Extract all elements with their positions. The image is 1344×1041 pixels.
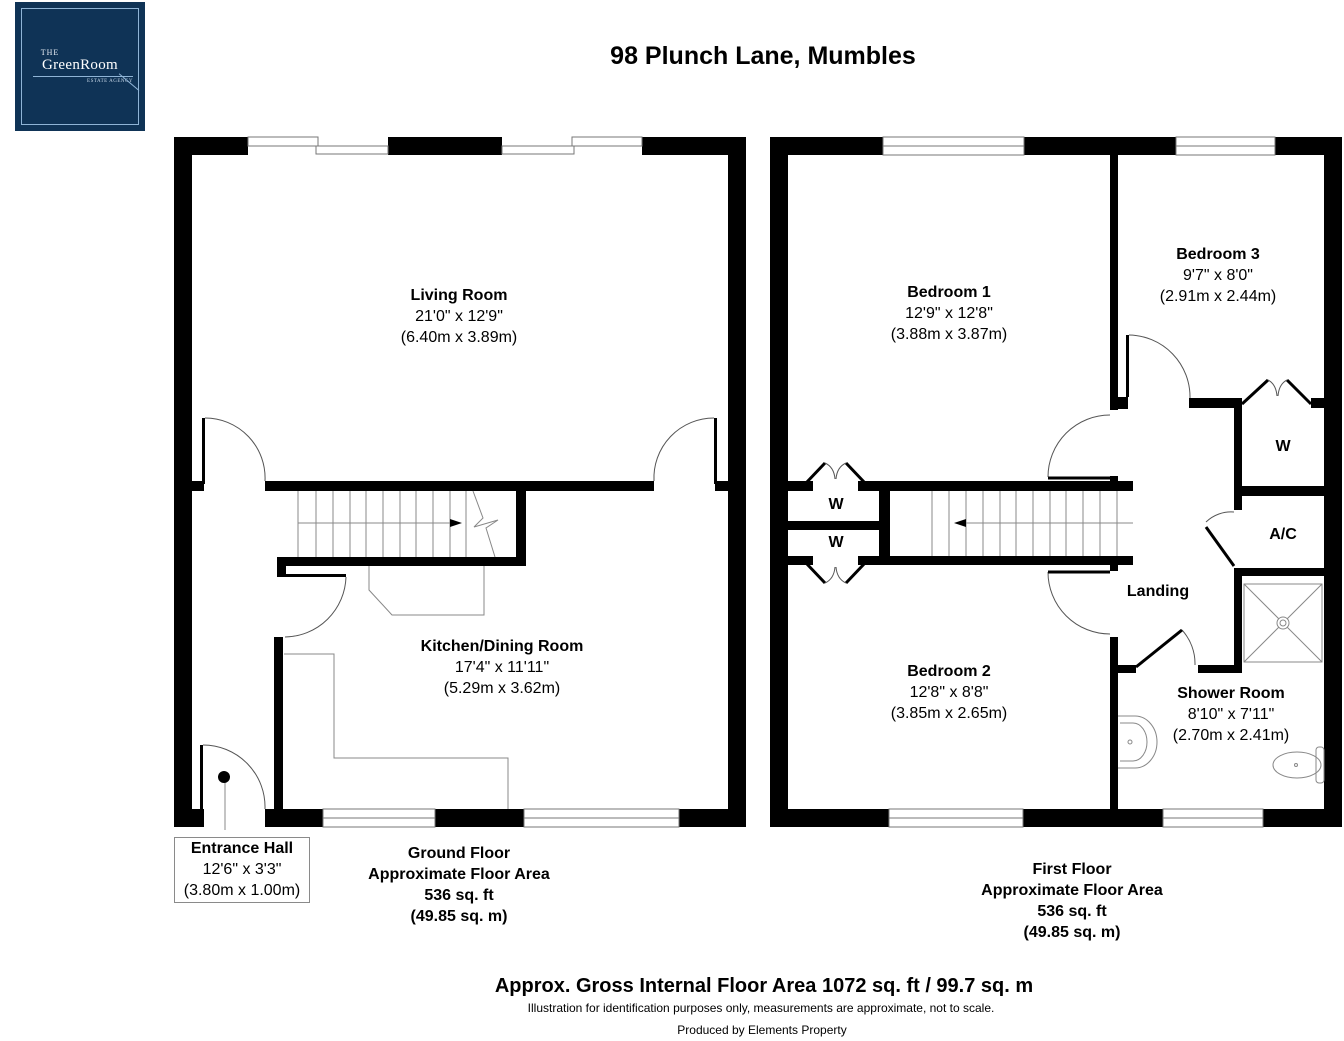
shower-tray-icon <box>1244 584 1322 662</box>
room-dimensions-imperial: 17'4" x 11'11" <box>454 659 550 676</box>
room-bedroom-3 <box>1160 244 1276 307</box>
room-dimensions-imperial: 12'8" x 8'8" <box>909 684 989 701</box>
room-name: Shower Room <box>1177 685 1285 702</box>
room-dimensions-imperial: 12'6" x 3'3" <box>202 861 282 878</box>
room-dimensions-metric: (3.80m x 1.00m) <box>183 882 301 899</box>
room-dimensions-metric: (3.85m x 2.65m) <box>890 705 1008 722</box>
entrance-marker-icon <box>218 771 230 783</box>
room-name: Bedroom 2 <box>907 663 991 680</box>
room-dimensions-metric: (2.70m x 2.41m) <box>1172 727 1290 744</box>
logo-the: THE <box>40 48 60 57</box>
logo-subtitle: ESTATE AGENCY <box>87 79 133 84</box>
gross-floor-area: Approx. Gross Internal Floor Area 1072 sq. ft / 99.7 sq. m <box>494 975 1034 997</box>
floor-area-sub: Approximate Floor Area <box>981 882 1163 899</box>
wardrobe-label-bedroom2: W <box>828 534 844 551</box>
room-dimensions-imperial: 8'10" x 7'11" <box>1187 706 1275 723</box>
room-name: Kitchen/Dining Room <box>420 638 584 655</box>
room-dimensions-metric: (5.29m x 3.62m) <box>443 680 561 697</box>
room-dimensions-metric: (3.88m x 3.87m) <box>890 326 1008 343</box>
first-floor-area <box>981 859 1163 943</box>
floor-area-sub: Approximate Floor Area <box>368 866 550 883</box>
logo-name: GreenRoom <box>41 57 118 73</box>
room-dimensions-imperial: 12'9" x 12'8" <box>905 305 993 322</box>
wardrobe-label-bedroom3: W <box>1275 438 1291 455</box>
room-name: Bedroom 3 <box>1176 246 1260 263</box>
airing-cupboard-label: A/C <box>1269 526 1297 543</box>
ground-floor-area <box>368 843 550 927</box>
room-dimensions-imperial: 9'7" x 8'0" <box>1183 267 1253 284</box>
page-title: 98 Plunch Lane, Mumbles <box>610 42 916 70</box>
room-name: Bedroom 1 <box>907 284 991 301</box>
room-bedroom-2 <box>891 661 1007 724</box>
landing-label: Landing <box>1126 583 1190 600</box>
ground-floor-plan <box>174 137 746 830</box>
floor-label: First Floor <box>1032 861 1112 878</box>
room-kitchen-dining <box>421 636 584 699</box>
floor-area-sqm: (49.85 sq. m) <box>410 908 508 925</box>
room-name: Entrance Hall <box>190 840 294 857</box>
stair-arrow-icon <box>450 519 462 527</box>
floor-area-sqft: 536 sq. ft <box>424 887 494 904</box>
room-bedroom-1 <box>891 282 1007 345</box>
basin-icon <box>1118 716 1157 768</box>
room-name: Living Room <box>410 287 508 304</box>
stair-arrow-icon <box>954 519 966 527</box>
room-shower-room <box>1173 683 1289 746</box>
floor-area-sqft: 536 sq. ft <box>1037 903 1107 920</box>
wardrobe-label-bedroom1: W <box>828 496 844 513</box>
floor-area-sqm: (49.85 sq. m) <box>1023 924 1121 941</box>
produced-by: Produced by Elements Property <box>677 1023 847 1037</box>
room-dimensions-imperial: 21'0" x 12'9" <box>415 308 503 325</box>
room-living-room <box>401 285 517 348</box>
disclaimer: Illustration for identification purposes only, measurements are approximate, not to scale. <box>527 1001 995 1015</box>
floor-label: Ground Floor <box>407 845 511 862</box>
room-dimensions-metric: (2.91m x 2.44m) <box>1159 288 1277 305</box>
room-entrance-hall <box>174 837 310 903</box>
toilet-icon <box>1273 747 1324 783</box>
room-dimensions-metric: (6.40m x 3.89m) <box>400 329 518 346</box>
